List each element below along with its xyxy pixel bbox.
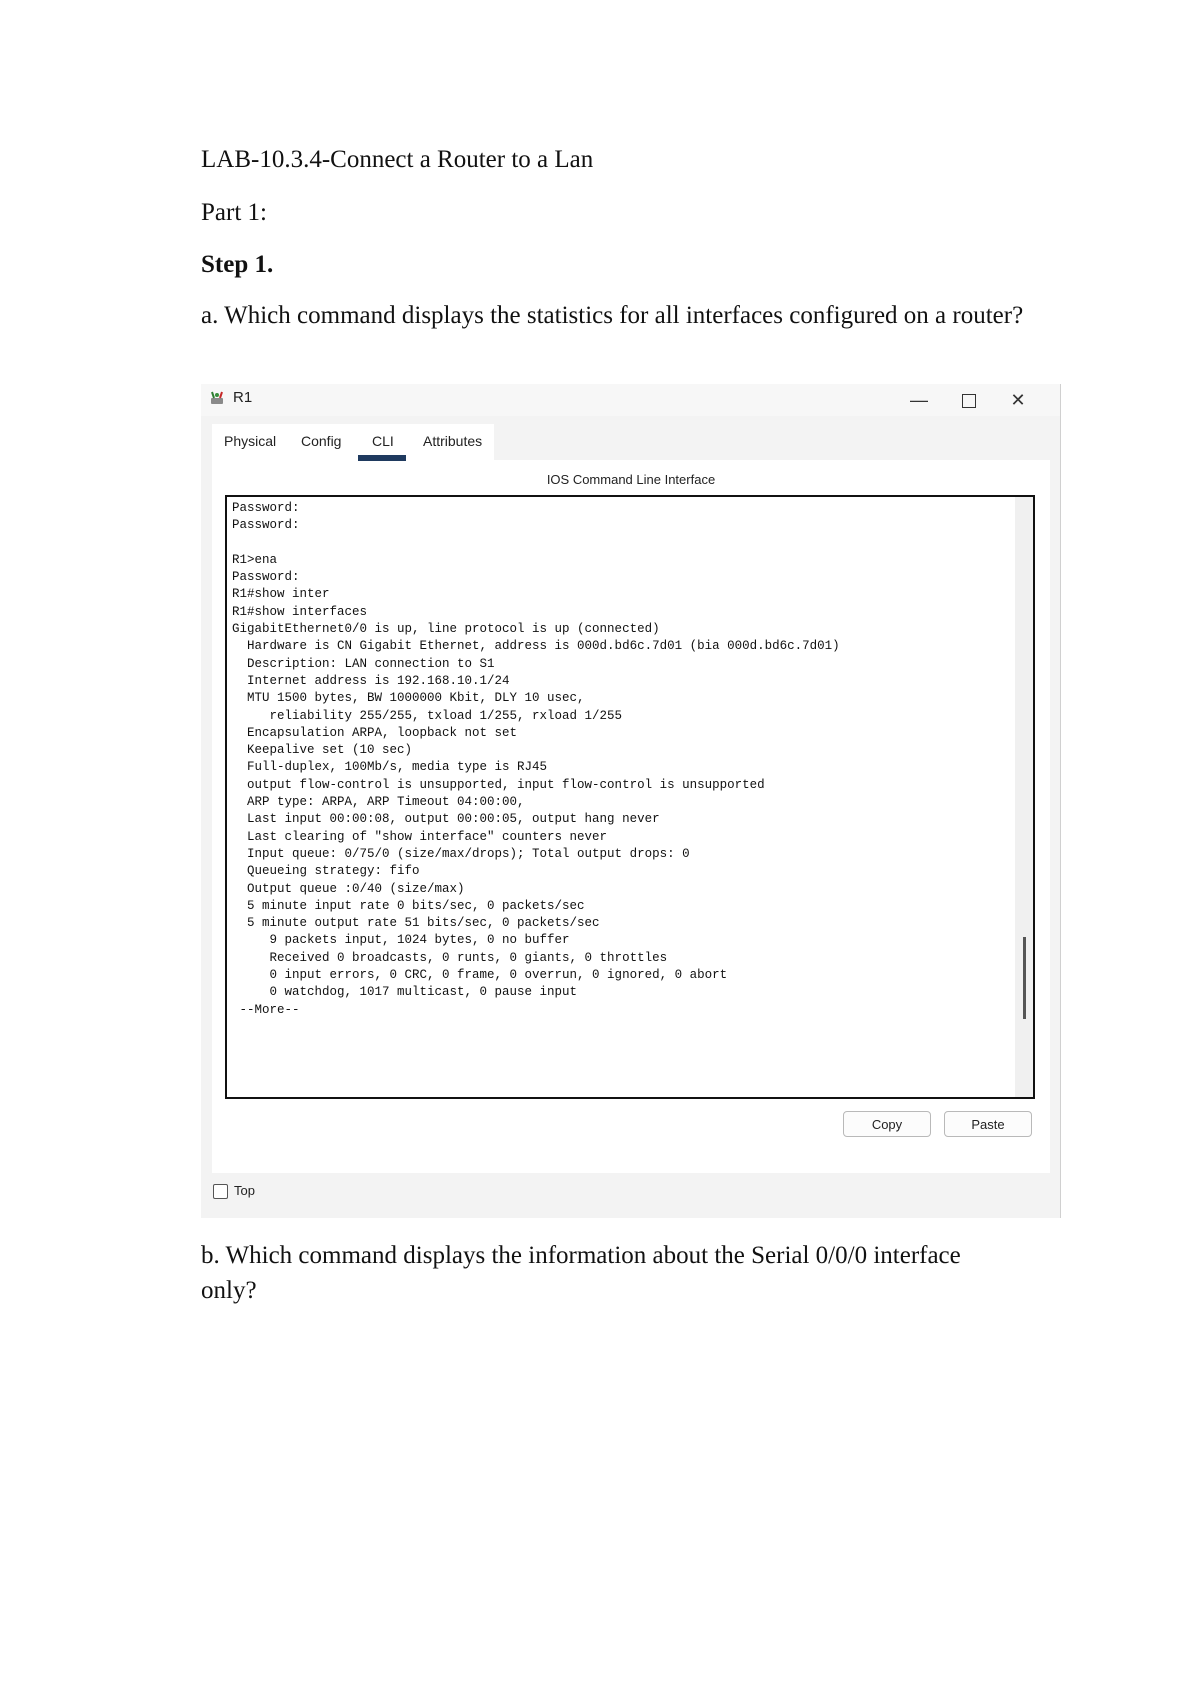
terminal-line: Hardware is CN Gigabit Ethernet, address is 000d.bd6c.7d01 (bia 000d.bd6c.7d01) (232, 639, 840, 654)
step-heading: Step 1. (201, 251, 274, 278)
close-icon: ✕ (1010, 390, 1026, 410)
close-button[interactable] (994, 384, 1042, 416)
paste-button[interactable]: Paste (944, 1111, 1032, 1137)
terminal-line: 0 watchdog, 1017 multicast, 0 pause input (232, 985, 578, 1000)
minimize-button[interactable] (895, 384, 943, 416)
terminal-line: Password: (232, 570, 300, 585)
terminal-line (232, 535, 840, 552)
terminal-line: output flow-control is unsupported, input flow-control is unsupported (232, 777, 765, 792)
terminal-line: Password: (232, 501, 300, 515)
terminal-line: Input queue: 0/75/0 (size/max/drops); Total output drops: 0 (232, 846, 690, 861)
terminal-line: R1#show interfaces (232, 604, 368, 619)
tab-config[interactable]: Config (301, 433, 342, 449)
terminal-line: Encapsulation ARPA, loopback not set (232, 725, 518, 740)
minimize-icon: — (910, 390, 928, 410)
terminal-line: Description: LAN connection to S1 (232, 656, 495, 671)
terminal-line: 0 input errors, 0 CRC, 0 frame, 0 overrun, 0 ignored, 0 abort (232, 968, 728, 983)
terminal-line: MTU 1500 bytes, BW 1000000 Kbit, DLY 10 usec, (232, 691, 585, 706)
tab-attributes[interactable]: Attributes (423, 433, 483, 449)
terminal-line: 9 packets input, 1024 bytes, 0 no buffer (232, 933, 570, 948)
window-title: R1 (233, 389, 253, 406)
cli-caption: IOS Command Line Interface (546, 472, 716, 487)
part-heading: Part 1: (201, 199, 267, 226)
terminal-line: Password: (232, 518, 300, 533)
active-tab-indicator (358, 455, 406, 461)
copy-button[interactable]: Copy (843, 1111, 931, 1137)
question-b: b. Which command displays the information about the Serial 0/0/0 interface only? (201, 1242, 961, 1304)
terminal-output (232, 500, 840, 1019)
document-title: LAB-10.3.4-Connect a Router to a Lan (201, 146, 594, 173)
window-titlebar[interactable] (201, 384, 1060, 416)
terminal-line: Internet address is 192.168.10.1/24 (232, 673, 510, 688)
terminal-line: R1#show inter (232, 587, 330, 602)
terminal-line: Received 0 broadcasts, 0 runts, 0 giants, 0 throttles (232, 950, 668, 965)
terminal-line: --More-- (232, 1002, 300, 1017)
router-app-icon (208, 389, 226, 407)
terminal-line: Queueing strategy: fifo (232, 864, 420, 879)
terminal-line: Full-duplex, 100Mb/s, media type is RJ45 (232, 760, 548, 775)
top-checkbox-label: Top (234, 1183, 255, 1198)
terminal-line: reliability 255/255, txload 1/255, rxload 1/255 (232, 708, 623, 723)
terminal-line: Last input 00:00:08, output 00:00:05, output hang never (232, 812, 660, 827)
terminal-line: 5 minute output rate 51 bits/sec, 0 packets/sec (232, 916, 600, 931)
terminal-line: Output queue :0/40 (size/max) (232, 881, 465, 896)
scrollbar-thumb[interactable] (1023, 937, 1026, 1019)
terminal-line: R1>ena (232, 552, 278, 567)
terminal-line: Last clearing of "show interface" counters never (232, 829, 608, 844)
terminal-scrollbar[interactable] (1015, 497, 1033, 1097)
tab-cli[interactable]: CLI (372, 433, 394, 449)
question-a: a. Which command displays the statistics for all interfaces configured on a router? (201, 302, 1024, 329)
cli-terminal[interactable] (225, 495, 1035, 1099)
terminal-line: 5 minute input rate 0 bits/sec, 0 packets/sec (232, 898, 585, 913)
terminal-line: GigabitEthernet0/0 is up, line protocol is up (connected) (232, 622, 660, 637)
router-cli-window (201, 384, 1061, 1218)
top-checkbox[interactable] (213, 1184, 228, 1199)
terminal-line: ARP type: ARPA, ARP Timeout 04:00:00, (232, 795, 525, 810)
maximize-button[interactable] (945, 384, 993, 416)
maximize-icon (962, 394, 976, 408)
tab-physical[interactable]: Physical (224, 433, 277, 449)
terminal-line: Keepalive set (10 sec) (232, 743, 413, 758)
